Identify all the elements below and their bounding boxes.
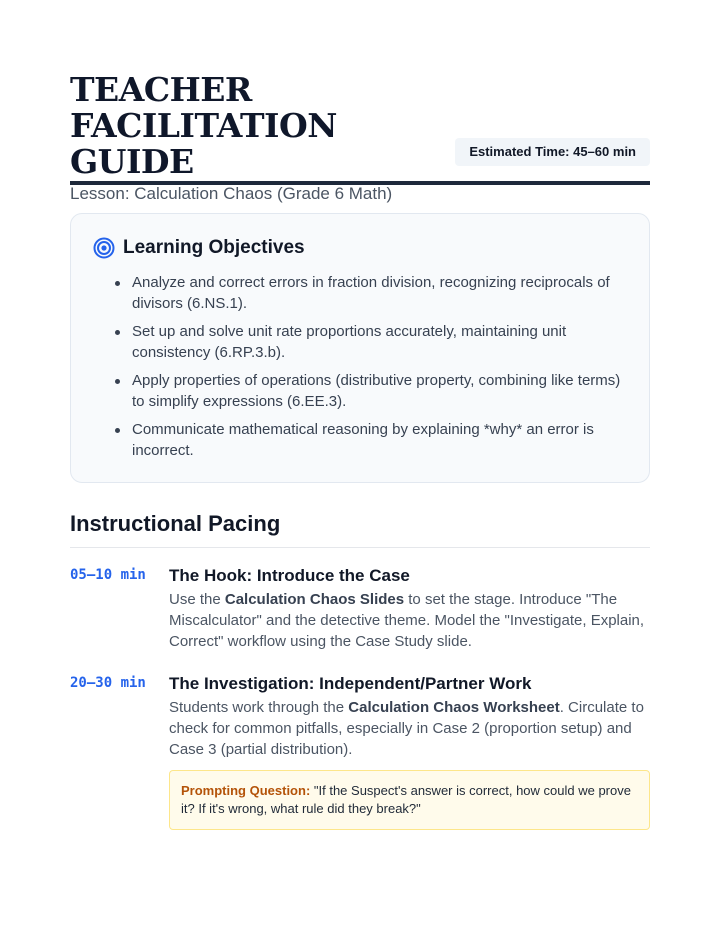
guide-header — [70, 0, 650, 203]
pacing-step — [70, 564, 650, 652]
step-time: 05–10 min — [70, 567, 146, 583]
target-icon — [93, 237, 115, 259]
estimated-time-badge: Estimated Time: 45–60 min — [455, 138, 650, 166]
desc-resource: Calculation Chaos Slides — [224, 591, 405, 608]
objectives-heading — [93, 236, 627, 260]
step-description — [169, 589, 650, 652]
desc-text: Use the — [169, 591, 225, 608]
prompting-question-box — [169, 770, 650, 830]
list-item: Apply properties of operations (distributive property, combining like terms) to simplify expressions (6.EE.3). — [110, 370, 627, 412]
objectives-title: Learning Objectives — [123, 237, 305, 258]
lesson-subtitle: Lesson: Calculation Chaos (Grade 6 Math) — [70, 184, 393, 203]
step-title: The Hook: Introduce the Case — [169, 566, 410, 585]
list-item: Analyze and correct errors in fraction division, recognizing reciprocals of divisors (6.NS.1). — [110, 272, 627, 314]
step-title: The Investigation: Independent/Partner Work — [169, 674, 532, 693]
desc-text: . Circulate to check for common pitfalls, especially in Case 2 (proportion setup) and Case 3 (partial distribution). — [169, 699, 644, 758]
list-item: Communicate mathematical reasoning by explaining *why* an error is incorrect. — [110, 419, 627, 461]
desc-text: Students work through the — [169, 699, 349, 716]
pacing-step — [70, 672, 650, 830]
step-body — [169, 672, 650, 830]
pacing-section-title: Instructional Pacing — [70, 511, 650, 548]
desc-text: to set the stage. Introduce "The Miscalculator" and the detective theme. Model the "Investigate, Explain, Correct" workflow using the Case Study slide. — [169, 591, 645, 650]
page-title: TEACHER FACILITATION GUIDE — [70, 70, 337, 181]
learning-objectives-card — [70, 213, 650, 483]
prompt-text: "If the Suspect's answer is correct, how could we prove it? If it's wrong, what rule did they break?" — [181, 783, 631, 816]
objectives-list — [93, 272, 627, 461]
step-body — [169, 564, 650, 652]
prompt-label: Prompting Question: — [181, 783, 311, 798]
step-description — [169, 697, 650, 760]
list-item: Set up and solve unit rate proportions accurately, maintaining unit consistency (6.RP.3.b). — [110, 321, 627, 363]
desc-resource: Calculation Chaos Worksheet — [348, 699, 560, 716]
facilitation-guide-page — [70, 0, 650, 830]
step-time: 20–30 min — [70, 675, 146, 691]
